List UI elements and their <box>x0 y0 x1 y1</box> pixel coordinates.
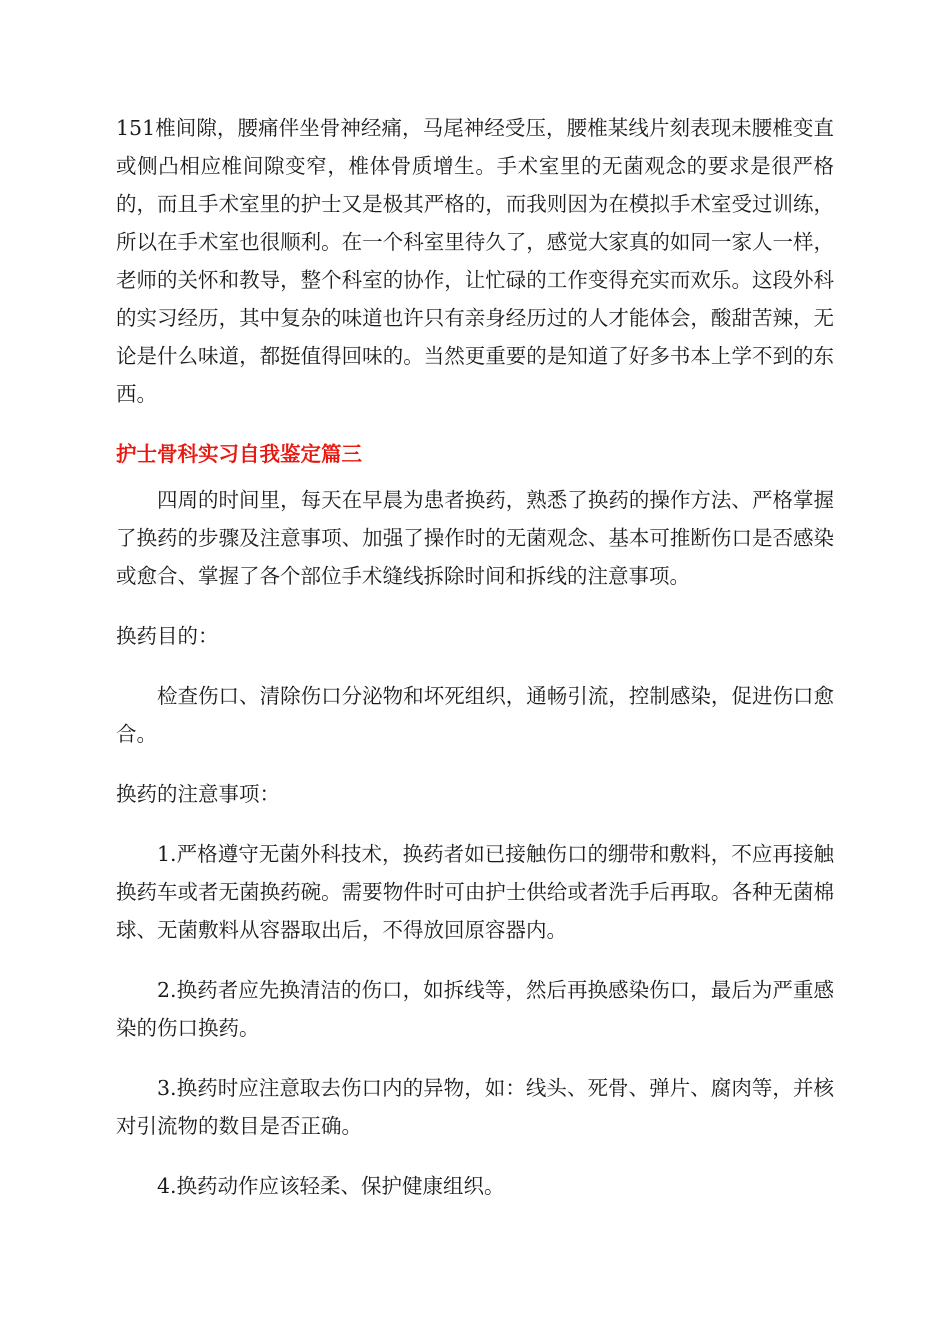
intro-paragraph: 151椎间隙，腰痛伴坐骨神经痛，马尾神经受压，腰椎某线片刻表现未腰椎变直或侧凸相应椎间隙变窄，椎体骨质增生。手术室里的无菌观念的要求是很严格的，而且手术室里的护士又是极其严格的，而我则因为在模拟手术室受过训练，所以在手术室也很顺利。在一个科室里待久了，感觉大家真的如同一家人一样，老师的关怀和教导，整个科室的协作，让忙碌的工作变得充实而欢乐。这段外科的实习经历，其中复杂的味道也许只有亲身经历过的人才能体会，酸甜苦辣，无论是什么味道，都挺值得回味的。当然更重要的是知道了好多书本上学不到的东西。 <box>116 116 834 406</box>
purpose-text: 检查伤口、清除伤口分泌物和坏死组织，通畅引流，控制感染，促进伤口愈合。 <box>116 684 834 746</box>
note-item-4: 4.换药动作应该轻柔、保护健康组织。 <box>157 1174 505 1198</box>
note-item-1: 1.严格遵守无菌外科技术，换药者如已接触伤口的绷带和敷料，不应再接触换药车或者无菌换药碗。需要物件时可由护士供给或者洗手后再取。各种无菌棉球、无菌敷料从容器取出后，不得放回原容器内。 <box>116 842 834 942</box>
note-item-3: 3.换药时应注意取去伤口内的异物，如：线头、死骨、弹片、腐肉等，并核对引流物的数目是否正确。 <box>116 1076 834 1138</box>
note-item-2: 2.换药者应先换清洁的伤口，如拆线等，然后再换感染伤口，最后为严重感染的伤口换药。 <box>116 978 834 1040</box>
section-heading: 护士骨科实习自我鉴定篇三 <box>116 442 362 466</box>
purpose-label: 换药目的： <box>116 624 219 648</box>
notes-label: 换药的注意事项： <box>116 782 280 806</box>
document-content <box>116 109 834 1205</box>
section-intro-paragraph: 四周的时间里，每天在早晨为患者换药，熟悉了换药的操作方法、严格掌握了换药的步骤及注意事项、加强了操作时的无菌观念、基本可推断伤口是否感染或愈合、掌握了各个部位手术缝线拆除时间和拆线的注意事项。 <box>116 488 834 588</box>
